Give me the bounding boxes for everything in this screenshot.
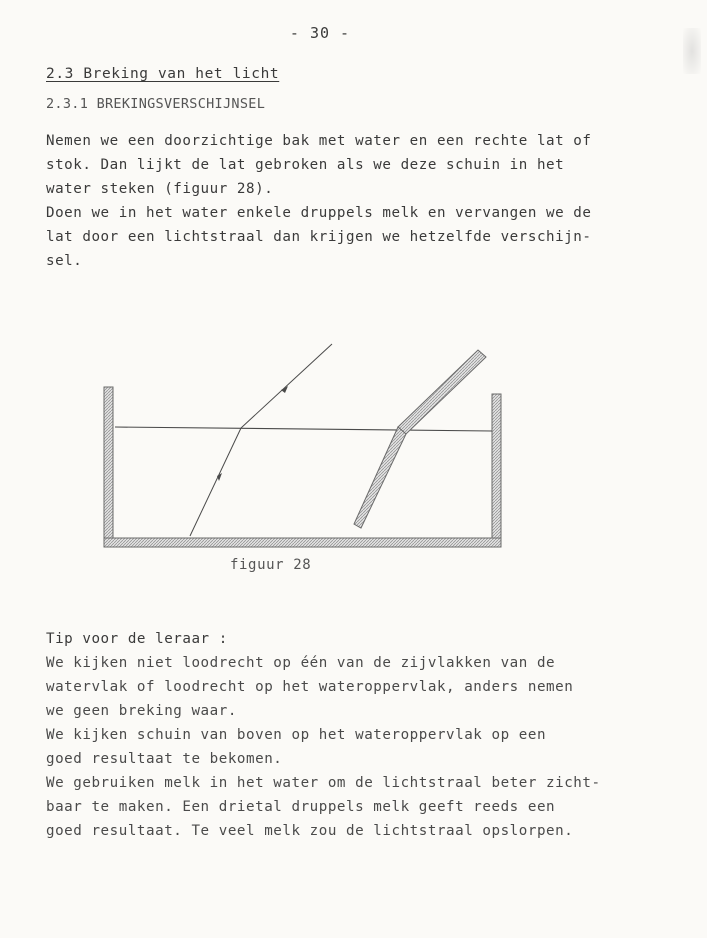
refracted-ray	[190, 428, 241, 536]
intro-paragraph: Nemen we een doorzichtige bak met water en een rechte lat of stok. Dan lijkt de lat gebroken als we deze schuin in het water steken (figuur 28).	[46, 133, 592, 197]
refraction-figure	[0, 300, 707, 590]
tip-heading: Tip voor de leraar :	[46, 631, 228, 647]
light-ray-paragraph: Doen we in het water enkele druppels melk en vervangen we de lat door een lichtstraal dan krijgen we hetzelfde verschijn- sel.	[46, 205, 592, 269]
refraction-diagram	[0, 300, 707, 560]
stick-under-water	[354, 427, 406, 528]
tank-right-wall	[492, 394, 501, 547]
tank-bottom	[104, 538, 501, 547]
tip-item: We gebruiken melk in het water om de lichtstraal beter zicht- baar te maken. Een drietal druppels melk geeft reeds een goed resultaat. Te veel melk zou de lichtstraal opslorpen.	[46, 775, 601, 839]
scan-smudge	[683, 28, 701, 74]
water-surface	[115, 427, 492, 431]
section-title: 2.3 Breking van het licht	[46, 66, 280, 82]
stick	[354, 350, 486, 528]
water-tank	[104, 387, 501, 547]
stick-above-water	[398, 350, 486, 434]
page-number: - 30 -	[289, 24, 351, 42]
incident-ray	[241, 344, 332, 428]
incident-arrow	[281, 386, 288, 393]
tank-left-wall	[104, 387, 113, 547]
subsection-title: 2.3.1 BREKINGSVERSCHIJNSEL	[46, 96, 266, 112]
light-ray	[190, 344, 332, 536]
figure-caption: figuur 28	[230, 557, 312, 573]
tip-item: We kijken schuin van boven op het wateroppervlak op een goed resultaat te bekomen.	[46, 727, 547, 767]
tip-item: We kijken niet loodrecht op één van de zijvlakken van de watervlak of loodrecht op het wateroppervlak, anders nemen we geen breking waar.	[46, 655, 574, 719]
